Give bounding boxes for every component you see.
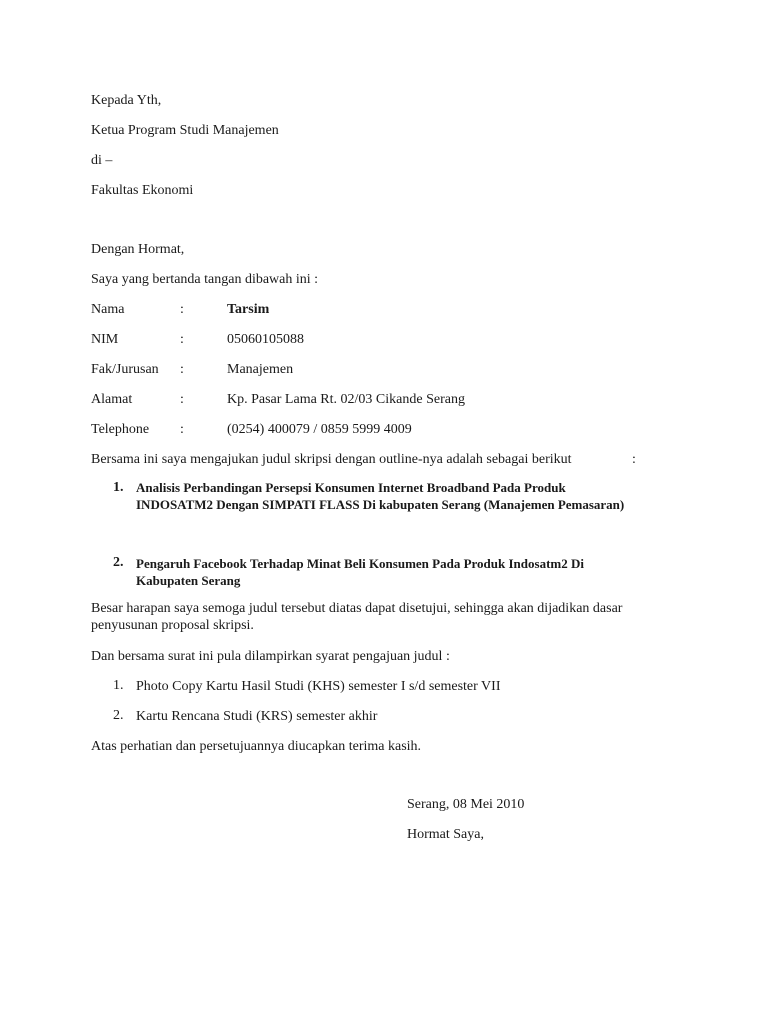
- field-value: Manajemen: [227, 362, 294, 377]
- field-label: Fak/Jurusan: [91, 362, 159, 377]
- attachment-number: 2.: [113, 708, 124, 723]
- recipient-faculty: Fakultas Ekonomi: [91, 183, 194, 198]
- field-label: Alamat: [91, 392, 133, 407]
- field-colon: :: [180, 332, 184, 347]
- recipient-title: Ketua Program Studi Manajemen: [91, 123, 279, 138]
- field-label: Nama: [91, 302, 125, 317]
- recipient-location-prefix: di –: [91, 153, 113, 168]
- submission-colon: :: [632, 452, 636, 467]
- field-value: 05060105088: [227, 332, 304, 347]
- field-label: NIM: [91, 332, 119, 347]
- field-label: Telephone: [91, 422, 150, 437]
- field-colon: :: [180, 362, 184, 377]
- field-colon: :: [180, 422, 184, 437]
- attachments-intro: Dan bersama surat ini pula dilampirkan syarat pengajuan judul :: [91, 649, 450, 664]
- title-line: Kabupaten Serang: [136, 573, 241, 588]
- recipient-line: Kepada Yth,: [91, 93, 162, 108]
- attachment-text: Photo Copy Kartu Hasil Studi (KHS) semester I s/d semester VII: [136, 679, 501, 694]
- greeting: Dengan Hormat,: [91, 242, 185, 257]
- field-value: Tarsim: [227, 302, 270, 317]
- title-number: 2.: [113, 555, 124, 570]
- field-colon: :: [180, 392, 184, 407]
- hope-text: penyusunan proposal skripsi.: [91, 618, 254, 633]
- submission-text: Bersama ini saya mengajukan judul skripsi dengan outline-nya adalah sebagai berikut: [91, 452, 572, 467]
- hope-text: Besar harapan saya semoga judul tersebut diatas dapat disetujui, sehingga akan dijadikan dasar: [91, 601, 623, 616]
- title-line: Analisis Perbandingan Persepsi Konsumen Internet Broadband Pada Produk: [136, 480, 566, 495]
- attachment-number: 1.: [113, 678, 124, 693]
- regards: Hormat Saya,: [407, 827, 484, 842]
- field-value: (0254) 400079 / 0859 5999 4009: [227, 422, 412, 437]
- attachment-text: Kartu Rencana Studi (KRS) semester akhir: [136, 709, 378, 724]
- closing-text: Atas perhatian dan persetujuannya diucapkan terima kasih.: [91, 739, 422, 754]
- intro-text: Saya yang bertanda tangan dibawah ini :: [91, 272, 319, 287]
- title-number: 1.: [113, 480, 124, 495]
- field-value: Kp. Pasar Lama Rt. 02/03 Cikande Serang: [227, 392, 465, 407]
- title-line: Pengaruh Facebook Terhadap Minat Beli Konsumen Pada Produk Indosatm2 Di: [136, 556, 584, 571]
- place-date: Serang, 08 Mei 2010: [407, 797, 525, 812]
- title-line: INDOSATM2 Dengan SIMPATI FLASS Di kabupaten Serang (Manajemen Pemasaran): [136, 497, 625, 512]
- field-colon: :: [180, 302, 184, 317]
